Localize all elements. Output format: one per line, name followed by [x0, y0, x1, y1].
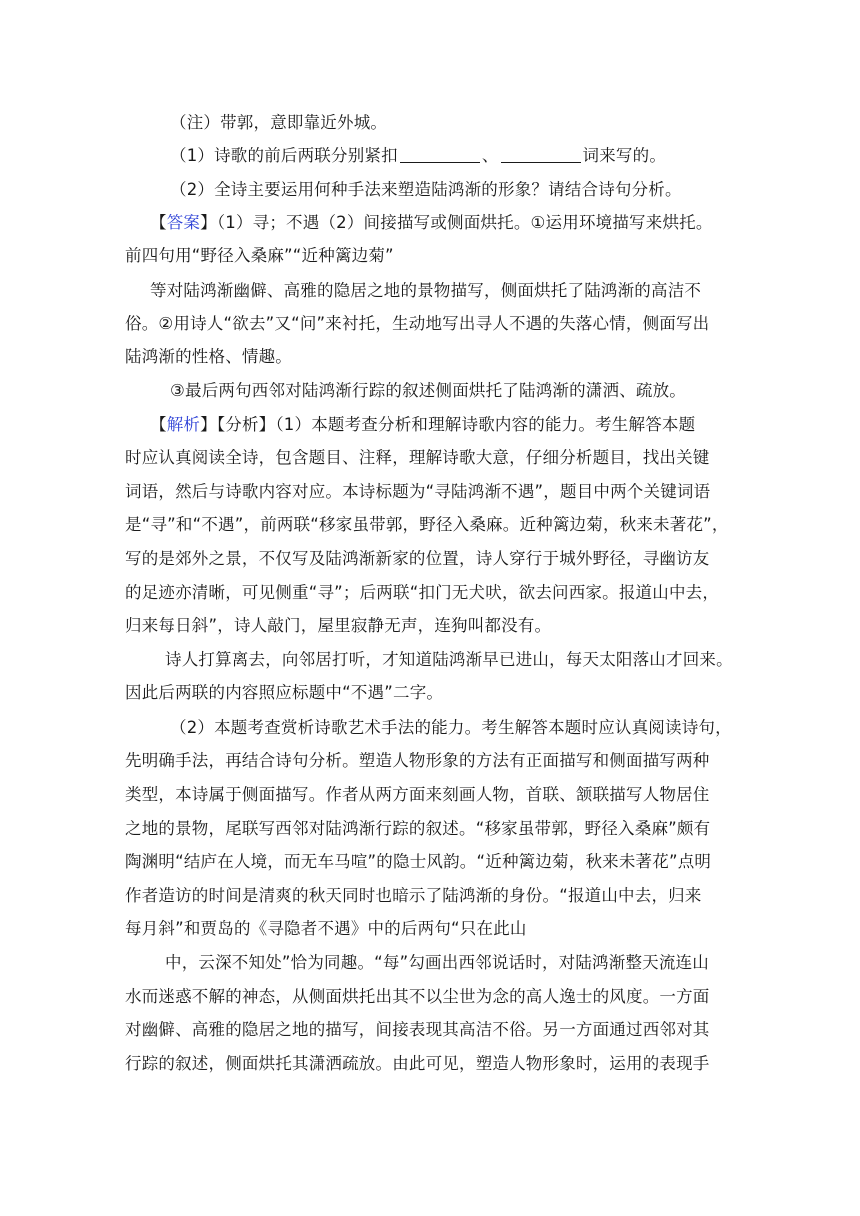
answer-line-5: 陆鸿渐的性格、情趣。 — [125, 347, 292, 366]
analysis-line: 作者造访的时间是清爽的秋天同时也暗示了陆鸿渐的身份。“报道山中去，归来 — [125, 886, 702, 905]
question-1 — [170, 146, 666, 166]
answer-line-6: ③最后两句西邻对陆鸿渐行踪的叙述侧面烘托了陆鸿渐的潇洒、疏放。 — [170, 381, 686, 400]
analysis-bracket-open: 【 — [150, 415, 167, 434]
answer-line-4: 俗。②用诗人“欲去”又“问”来衬托，生动地写出寻人不遇的失落心情，侧面写出 — [125, 314, 710, 333]
analysis-line: 水而迷惑不解的神态，从侧面烘托出其不以尘世为念的高人逸士的风度。一方面 — [125, 987, 710, 1006]
answer-label: 答案 — [166, 213, 201, 232]
analysis-bracket-close: 】 — [200, 415, 217, 434]
analysis-label: 解析 — [166, 415, 201, 434]
analysis-line: 归来每日斜”，诗人敲门，屋里寂静无声，连狗叫都没有。 — [125, 616, 552, 635]
analysis-line: 先明确手法，再结合诗句分析。塑造人物形象的方法有正面描写和侧面描写两种 — [125, 751, 710, 770]
answer-blank-1 — [400, 146, 480, 163]
analysis-text: 【分析】（1）本题考查分析和理解诗歌内容的能力。考生解答本题 — [216, 415, 696, 434]
analysis-line: 对幽僻、高雅的隐居之地的描写，间接表现其高洁不俗。另一方面通过西邻对其 — [125, 1020, 710, 1039]
note-line: （注）带郭，意即靠近外城。 — [170, 113, 388, 132]
analysis-line: 写的是郊外之景，不仅写及陆鸿渐新家的位置，诗人穿行于城外野径，寻幽访友 — [125, 549, 710, 568]
answer-line-2: 前四句用“野径入桑麻”“近种篱边菊” — [125, 246, 394, 265]
answer-text: （1）寻；不遇（2）间接描写或侧面烘托。①运用环境描写来烘托。 — [216, 213, 713, 232]
analysis-line: 词语，然后与诗歌内容对应。本诗标题为“寻陆鸿渐不遇”，题目中两个关键词语 — [125, 482, 711, 501]
answer-line-1 — [150, 213, 713, 233]
analysis-line: 因此后两联的内容照应标题中“不遇”二字。 — [125, 683, 444, 702]
analysis-line: 是“寻”和“不遇”，前两联“移家虽带郭，野径入桑麻。近种篱边菊，秋来未著花”， — [125, 515, 729, 534]
analysis-line: （2）本题考查赏析诗歌艺术手法的能力。考生解答本题时应认真阅读诗句， — [170, 718, 732, 737]
question-1-suffix: 词来写的。 — [582, 146, 667, 165]
analysis-line: 中，云深不知处”恰为同趣。“每”勾画出西邻说话时，对陆鸿渐整天流连山 — [165, 953, 709, 972]
analysis-line: 之地的景物，尾联写西邻对陆鸿渐行踪的叙述。“移家虽带郭，野径入桑麻”颇有 — [125, 819, 711, 838]
analysis-line: 陶渊明“结庐在人境，而无车马喧”的隐士风韵。“近种篱边菊，秋来未著花”点明 — [125, 852, 712, 871]
question-1-separator: 、 — [481, 146, 499, 165]
answer-line-3: 等对陆鸿渐幽僻、高雅的隐居之地的景物描写，侧面烘托了陆鸿渐的高洁不 — [150, 281, 702, 300]
answer-blank-2 — [501, 146, 581, 163]
analysis-line: 诗人打算离去，向邻居打听，才知道陆鸿渐早已进山，每天太阳落山才回来。 — [165, 650, 733, 669]
answer-bracket-open: 【 — [150, 213, 167, 232]
question-2: （2）全诗主要运用何种手法来塑造陆鸿渐的形象？请结合诗句分析。 — [170, 180, 682, 199]
analysis-line: 时应认真阅读全诗，包含题目、注释，理解诗歌大意，仔细分析题目，找出关键 — [125, 448, 710, 467]
answer-bracket-close: 】 — [200, 213, 217, 232]
analysis-line-1 — [150, 415, 695, 435]
analysis-line: 行踪的叙述，侧面烘托其潇洒疏放。由此可见，塑造人物形象时，运用的表现手 — [125, 1054, 710, 1073]
analysis-line: 每月斜”和贾岛的《寻隐者不遇》中的后两句“只在此山 — [125, 919, 527, 938]
analysis-line: 类型，本诗属于侧面描写。作者从两方面来刻画人物，首联、颔联描写人物居住 — [125, 785, 710, 804]
analysis-line: 的足迹亦清晰，可见侧重“寻”；后两联“扣门无犬吠，欲去问西家。报道山中去， — [125, 583, 720, 602]
question-1-text: （1）诗歌的前后两联分别紧扣 — [170, 146, 398, 165]
